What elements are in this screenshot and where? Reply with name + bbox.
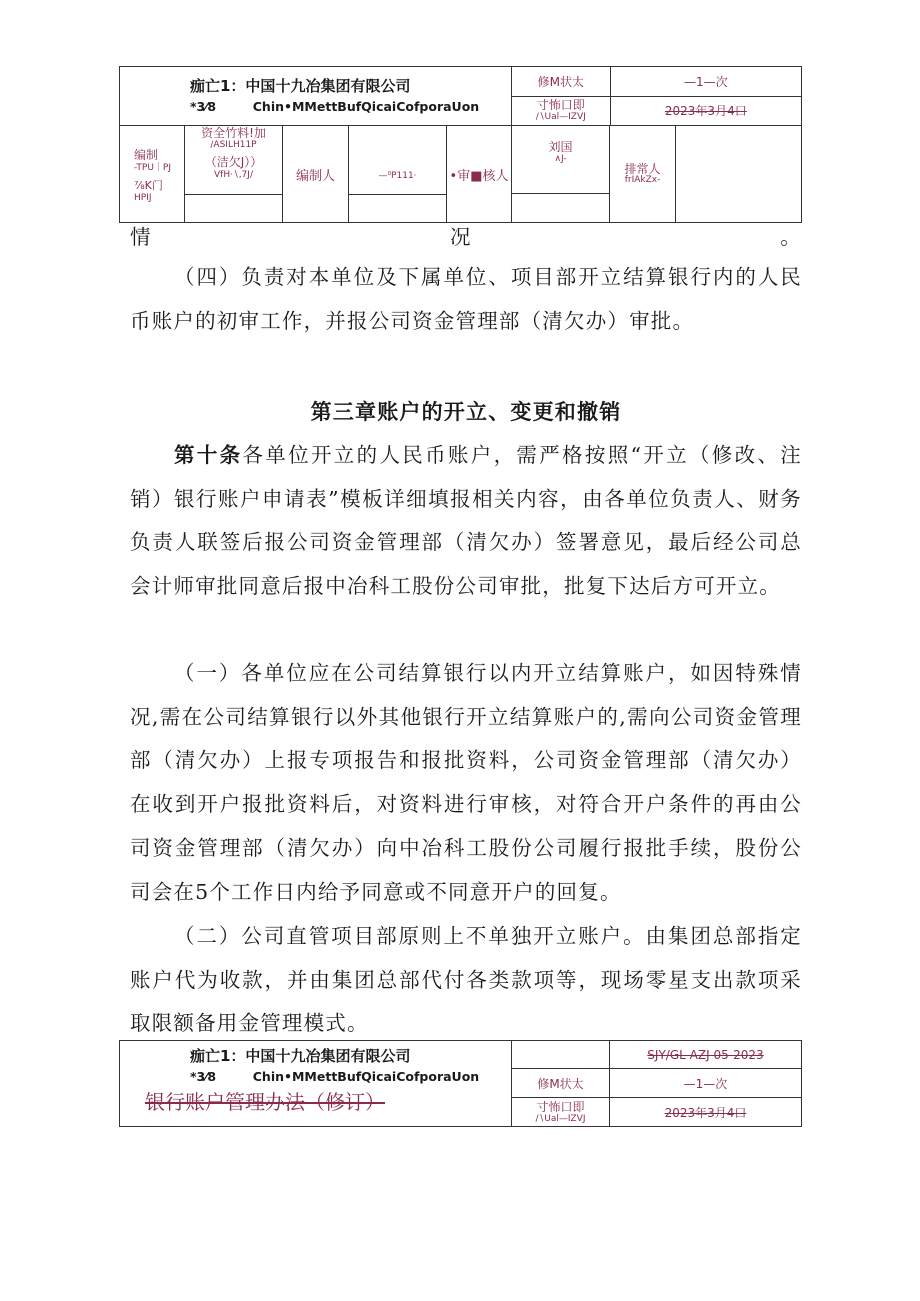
company-cell-bottom [120, 1041, 512, 1127]
compiler-value: —⁰P111· [349, 126, 446, 195]
orphan-line [130, 222, 802, 252]
compiler-dept-sub1: -TPU｜PJ [134, 162, 172, 173]
company-cell [120, 67, 512, 126]
chapter-title: 第三章账户的开立、变更和撤销 [310, 399, 622, 424]
company-name-en-bottom: Chin•MMettBufQicaiCofporaUon [252, 1069, 480, 1084]
date-label: 寸怖口即 [536, 98, 585, 113]
compiler-dept-sub2: ⅞K门 [134, 178, 163, 192]
company-name-cn: 痂亡1：中国十九冶集团有限公司 [190, 77, 411, 95]
date-label-sub-bottom: ∕∖Ual—IZVJ [535, 1113, 586, 1124]
approver-sub: frIAkZx- [624, 175, 661, 185]
reviewer-name: 刘国 [548, 140, 573, 154]
compiler-value-cell [349, 126, 447, 223]
doc-code: SJY/GL-AZJ-05-2023 [610, 1041, 802, 1069]
compiler-dept-sub3: HPIJ [134, 192, 152, 203]
orphan-char-mid: 况 [450, 225, 472, 249]
revision-value: —1—次 [610, 67, 801, 96]
doc-title: 银行账户管理办法（修订） [145, 1090, 385, 1114]
dept-name-line2: （洁欠J）） [204, 155, 263, 169]
date-value-bottom: 2023年3月4口 [610, 1098, 802, 1127]
date-label-sub: ∕∖Ual—IZVJ [535, 112, 586, 123]
company-en-prefix: *3⁄8 [190, 99, 217, 114]
paragraph-item-4: （四）负责对本单位及下属单位、项目部开立结算银行内的人民币账户的初审工作，并报公司资金管理部（清欠办）审批。 [130, 265, 802, 333]
header-table-bottom [119, 1040, 802, 1127]
approver-signature-cell [676, 126, 802, 223]
revision-label: 修M状太 [512, 67, 610, 96]
date-label-cell [512, 96, 610, 125]
header-table-top [119, 66, 802, 223]
compiler-dept-label-cell [120, 126, 185, 223]
date-label-bottom: 寸怖口即 [536, 1099, 585, 1114]
dept-name-line1: 资全竹料!加 [201, 126, 266, 140]
dept-name-cell [185, 126, 283, 223]
company-en-prefix-bottom: *3⁄8 [190, 1069, 217, 1084]
dept-name-sub1: ∕ASILH11P [210, 140, 257, 150]
compiler-dept-label: 编制 [134, 147, 159, 162]
revision-value-bottom: —1—次 [610, 1069, 802, 1098]
date-value: 2023年3月4口 [664, 104, 747, 119]
orphan-char-left: 情 [130, 225, 152, 249]
dept-name-sub2: VfH·∖,7J∕ [214, 170, 253, 180]
article-10 [130, 434, 802, 609]
date-label-cell-bottom [512, 1098, 610, 1127]
doc-code-label-cell [512, 1041, 610, 1069]
revision-label-bottom: 修M状太 [512, 1069, 610, 1098]
paragraph-item-2: （二）公司直管项目部原则上不单独开立账户。由集团总部指定账户代为收款，并由集团总部代付各类款项等，现场零星支出款项采取限额备用金管理模式。 [130, 924, 802, 1036]
article-10-label: 第十条 [174, 443, 243, 467]
approver-label-cell [610, 126, 676, 223]
company-name-cn-bottom: 痂亡1：中国十九冶集团有限公司 [190, 1047, 411, 1065]
article-10-text: 各单位开立的人民币账户，需严格按照“开立（修改、注销）银行账户申请表”模板详细填报相关内容，由各单位负责人、财务负责人联签后报公司资金管理部（清欠办）签署意见，最后经公司总会计师审批同意后报中冶科工股份公司审批，批复下达后方可开立。 [130, 443, 802, 599]
revision-date-block [512, 67, 802, 126]
reviewer-cell [512, 126, 610, 223]
company-name-en: Chin•MMettBufQicaiCofporaUon [252, 99, 480, 114]
approver-label: 排常人 [624, 162, 661, 176]
reviewer-label: •审■核人 [447, 126, 512, 223]
reviewer-sub: ∧J- [554, 154, 567, 164]
paragraph-item-1: （一）各单位应在公司结算银行以内开立结算账户，如因特殊情况,需在公司结算银行以外其他银行开立结算账户的,需向公司资金管理部（清欠办）上报专项报告和报批资料，公司资金管理部（清欠办）在收到开户报批资料后，对资料进行审核，对符合开户条件的再由公司资金管理部（清欠办）向中冶科工股份公司履行报批手续，股份公司会在5个工作日内给予同意或不同意开户的回复。 [130, 661, 802, 904]
compiler-label: 编制人 [283, 126, 349, 223]
orphan-char-end: 。 [780, 225, 802, 249]
